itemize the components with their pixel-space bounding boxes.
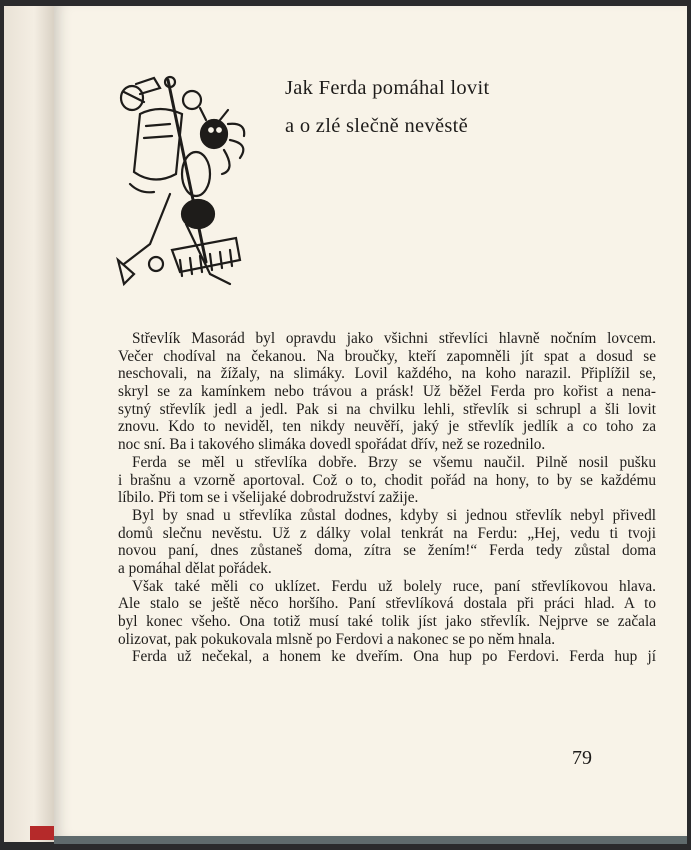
text-line: znovu. Kdo to neviděl, ten nikdy neuvěří, jaký je střevlík jedlík a co toho za — [118, 418, 656, 436]
page-number: 79 — [572, 747, 592, 769]
text-line: i brašnu a vzorně aportoval. Což o to, chodit pořád na hony, to by se každému — [118, 471, 656, 489]
facing-page-edge — [4, 6, 54, 842]
text-line: Byl by snad u střevlíka zůstal dodnes, kdyby si jednou střevlík nebyl přivedl — [132, 506, 656, 524]
text-line: skryl se za kamínkem nebo trávou a prásk! Už běžel Ferda pro kořist a nena- — [118, 383, 656, 401]
body-text — [118, 330, 656, 666]
text-line: líbilo. Při tom se i všelijaké dobrodružství zažije. — [118, 489, 419, 507]
text-line: olizovat, pak pokukovala mlsně po Ferdovi a nakonec se po něm hnala. — [118, 630, 556, 648]
text-line: sytný střevlík jedl a jedl. Pak si na chvilku lehli, střevlík si schrupl a šli lovit — [118, 400, 656, 418]
text-line: neschovali, na žížaly, na slimáky. Lovil každého, na koho narazil. Připlížil se, — [118, 365, 656, 383]
text-line: byl konec všeho. Ona totiž musí také tolik jíst jako střevlík. Nejprve se začala — [118, 613, 656, 630]
text-line: Střevlík Masorád byl opravdu jako všichni střevlíci hlavně nočním lovcem. — [132, 330, 656, 347]
page-bottom-edge — [54, 836, 687, 844]
text-line: a pomáhal dělat pořádek. — [118, 559, 272, 577]
text-line: novou paní, dnes zůstaneš doma, zítra se žením!“ Ferda tedy zůstal doma — [118, 542, 656, 560]
chapter-title-line-1: Jak Ferda pomáhal lovit — [285, 77, 490, 99]
text-line: Však také měli co uklízet. Ferdu už bolely ruce, paní střevlíkovou hlava. — [132, 577, 656, 595]
text-line: Ferda už nečekal, a honem ke dveřím. Ona hup po Ferdovi. Ferda hup jí — [132, 648, 656, 666]
text-line: domů slečnu nevěstu. Už z dálky volal tenkrát na Ferdu: „Hej, vedu ti tvoji — [118, 524, 656, 542]
binding-mark — [30, 826, 54, 840]
chapter-title-line-2: a o zlé slečně nevěstě — [285, 115, 469, 137]
text-line: noc sní. Ba i takového slimáka dovedl spořádat dřív, než se rozednilo. — [118, 436, 546, 454]
text-line: Ale stalo se ještě něco horšího. Paní střevlíková dostala při práci hlad. A to — [118, 595, 656, 613]
text-line: Večer chodíval na čekanou. Na broučky, kteří zapomněli jít spat a dosud se — [118, 347, 656, 365]
text-line: Ferda se měl u střevlíka dobře. Brzy se všemu naučil. Pilně nosil pušku — [132, 453, 656, 471]
ferda-ant-illustration — [110, 74, 260, 296]
